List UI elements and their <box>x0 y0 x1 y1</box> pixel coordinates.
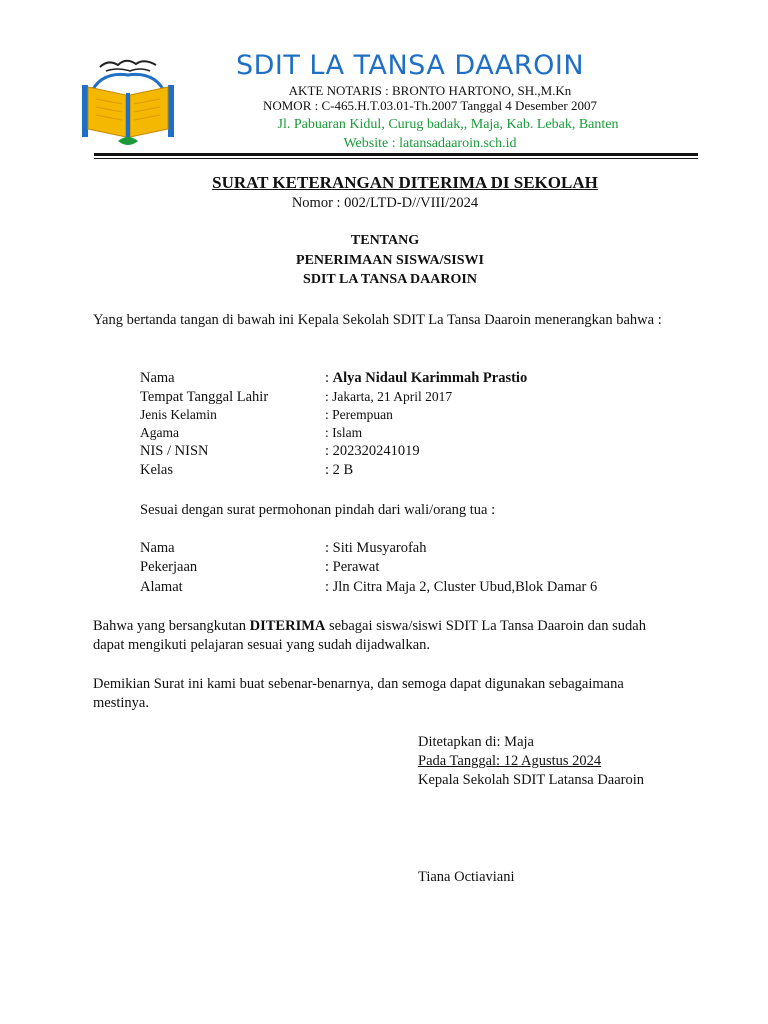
student-row-religion: Agama : Islam <box>140 425 363 440</box>
student-nis-label: NIS / NISN <box>140 443 209 459</box>
student-class-label: Kelas <box>140 462 174 478</box>
school-name: SDIT LA TANSA DAAROIN <box>235 50 585 81</box>
student-row-class: Kelas : 2 B <box>140 462 354 478</box>
closing-paragraph: Demikian Surat ini kami buat sebenar-benarnya, dan semoga dapat digunakan sebagaimana mestinya. <box>93 676 624 711</box>
intro-paragraph: Yang bertanda tangan di bawah ini Kepala Sekolah SDIT La Tansa Daaroin menerangkan bahwa : <box>93 312 662 328</box>
parent-job-value: Perawat <box>332 559 380 575</box>
parent-address-value: Jln Citra Maja 2, Cluster Ubud,Blok Damar 6 <box>332 579 598 595</box>
accepted-keyword: DITERIMA <box>249 618 326 634</box>
student-religion-label: Agama <box>140 425 179 440</box>
student-row-birth: Tempat Tanggal Lahir : Jakarta, 21 April 2017 <box>140 389 453 405</box>
acceptance-statement: Bahwa yang bersangkutan DITERIMA sebagai siswa/siswi SDIT La Tansa Daaroin dan sudah dapat mengikuti pelajaran sesuai yang sudah dijadwalkan. <box>93 618 646 653</box>
student-row-gender: Jenis Kelamin : Perempuan <box>140 407 393 422</box>
signatory-name: Tiana Octiaviani <box>418 869 515 885</box>
signature-place: Ditetapkan di: Maja <box>418 734 534 750</box>
parent-intro: Sesuai dengan surat permohonan pindah dari wali/orang tua : <box>140 502 496 518</box>
parent-row-address: Alamat : Jln Citra Maja 2, Cluster Ubud,Blok Damar 6 <box>140 579 598 595</box>
parent-address-label: Alamat <box>140 579 183 595</box>
notary-deed: AKTE NOTARIS : BRONTO HARTONO, SH.,M.Kn <box>288 83 572 98</box>
parent-row-name: Nama : Siti Musyarofah <box>140 540 427 556</box>
student-gender-label: Jenis Kelamin <box>140 407 217 422</box>
student-nis-value: 202320241019 <box>332 443 420 459</box>
student-birth-label: Tempat Tanggal Lahir <box>140 389 269 405</box>
student-row-name: Nama : Alya Nidaul Karimmah Prastio <box>140 370 528 386</box>
notary-deed-number: NOMOR : C-465.H.T.03.01-Th.2007 Tanggal 4 Desember 2007 <box>262 98 598 113</box>
school-address: Jl. Pabuaran Kidul, Curug badak,, Maja, Kab. Lebak, Banten <box>277 117 619 132</box>
signature-date: Pada Tanggal: 12 Agustus 2024 <box>418 753 602 769</box>
student-religion-value: Islam <box>332 425 363 440</box>
student-birth-value: Jakarta, 21 April 2017 <box>332 389 453 404</box>
student-name-value: Alya Nidaul Karimmah Prastio <box>332 370 528 386</box>
parent-name-label: Nama <box>140 540 175 556</box>
student-gender-value: Perempuan <box>332 407 393 422</box>
student-name-label: Nama <box>140 370 175 386</box>
header-divider-thin <box>94 158 698 159</box>
about-subject: PENERIMAAN SISWA/SISWI <box>296 253 484 268</box>
parent-job-label: Pekerjaan <box>140 559 198 575</box>
parent-name-value: Siti Musyarofah <box>332 540 427 556</box>
signature-position: Kepala Sekolah SDIT Latansa Daaroin <box>418 772 645 788</box>
student-class-value: 2 B <box>332 462 354 478</box>
parent-row-job: Pekerjaan : Perawat <box>140 559 380 575</box>
student-row-nis: NIS / NISN : 202320241019 <box>140 443 420 459</box>
school-website: Website : latansadaaroin.sch.id <box>343 136 517 151</box>
letter-number: Nomor : 002/LTD-D//VIII/2024 <box>291 195 479 211</box>
header-divider-thick <box>94 153 698 156</box>
about-heading: TENTANG <box>350 233 420 248</box>
about-school: SDIT LA TANSA DAAROIN <box>303 272 477 287</box>
letter-title: SURAT KETERANGAN DITERIMA DI SEKOLAH <box>212 173 598 192</box>
